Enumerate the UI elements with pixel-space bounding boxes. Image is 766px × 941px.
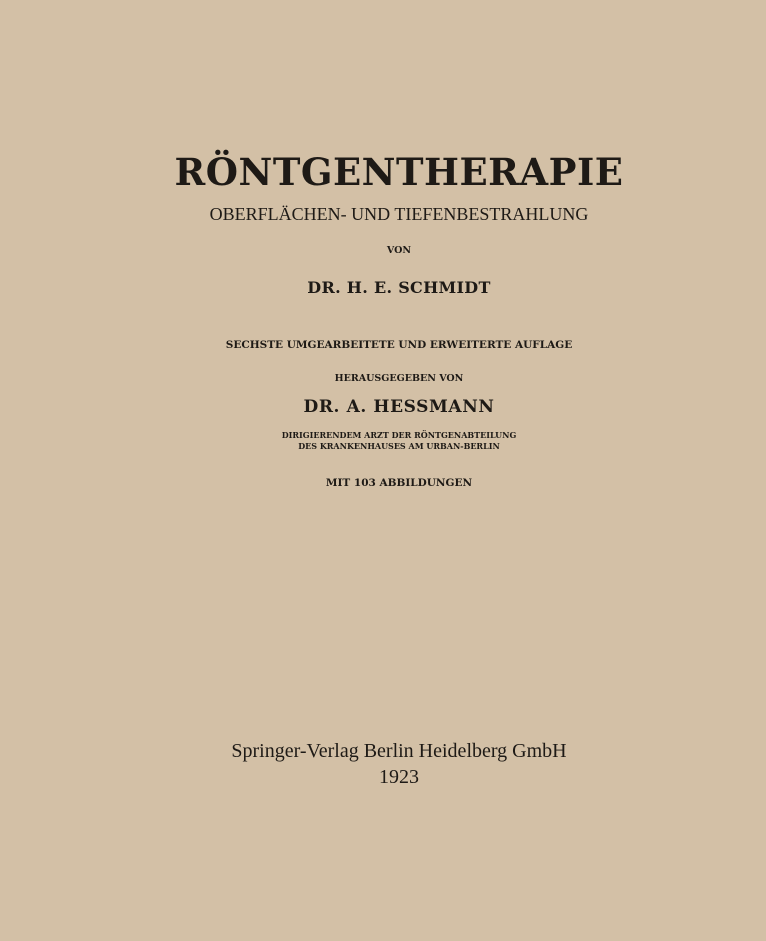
by-label: VON (386, 245, 412, 256)
book-title: RÖNTGENTHERAPIE (174, 150, 624, 194)
author-name: DR. H. E. SCHMIDT (307, 278, 491, 297)
editor-prefix: HERAUSGEGEBEN VON (334, 373, 464, 384)
edition-statement: SECHSTE UMGEARBEITETE UND ERWEITERTE AUFLAGE (225, 339, 573, 351)
illustrations-note: MIT 103 ABBILDUNGEN (325, 477, 473, 489)
publication-year: 1923 (379, 766, 419, 788)
book-subtitle: OBERFLÄCHEN- UND TIEFENBESTRAHLUNG (209, 204, 589, 224)
editor-affiliation-line-1: DIRIGIERENDEM ARZT DER RÖNTGENABTEILUNG (281, 430, 517, 440)
editor-affiliation-line-2: DES KRANKENHAUSES AM URBAN-BERLIN (298, 441, 500, 451)
editor-name: DR. A. HESSMANN (303, 397, 495, 417)
publisher: Springer-Verlag Berlin Heidelberg GmbH (231, 740, 567, 762)
